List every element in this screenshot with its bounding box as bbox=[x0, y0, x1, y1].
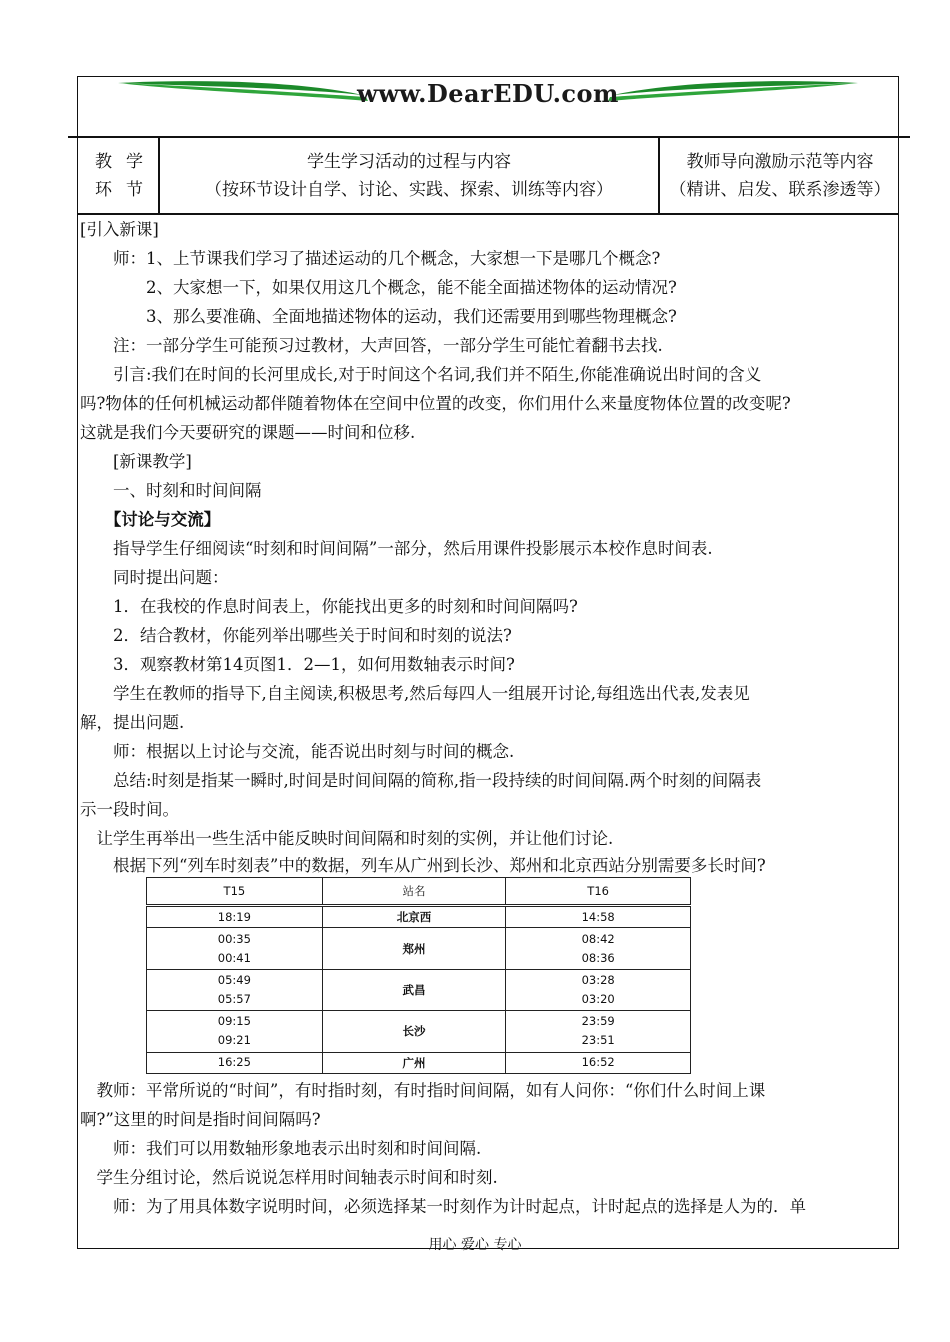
timetable-header-cell: T16 bbox=[506, 878, 691, 906]
time-value: 09:15 bbox=[217, 1014, 251, 1029]
discussion-heading: 【讨论与交流】 bbox=[80, 510, 221, 529]
timetable-row bbox=[147, 969, 691, 1010]
body-line: 解，提出问题. bbox=[80, 713, 185, 732]
body-line: 这就是我们今天要研究的课题——时间和位移. bbox=[80, 423, 416, 442]
question-item: 3．观察教材第14页图1．2—1，如何用数轴表示时间? bbox=[80, 655, 515, 674]
timetable-header-cell: 站名 bbox=[322, 878, 506, 906]
subsection-heading: 一、时刻和时间间隔 bbox=[80, 481, 262, 500]
body-line: 2、大家想一下，如果仅用这几个概念，能不能全面描述物体的运动情况? bbox=[80, 278, 677, 297]
body-line: 指导学生仔细阅读“时刻和时间间隔”一部分，然后用课件投影展示本校作息时间表. bbox=[80, 539, 713, 558]
t15-time bbox=[147, 1011, 323, 1052]
t16-time bbox=[506, 906, 691, 928]
body-line: 总结:时刻是指某一瞬时,时间是时间间隔的简称,指一段持续的时间间隔.两个时刻的间隔表 bbox=[80, 771, 762, 790]
timetable-row bbox=[147, 906, 691, 928]
station-name: 武昌 bbox=[322, 969, 506, 1010]
body-line: 师：我们可以用数轴形象地表示出时刻和时间间隔. bbox=[80, 1139, 482, 1158]
body-line: 同时提出问题： bbox=[80, 568, 229, 587]
question-item: 2．结合教材，你能列举出哪些关于时间和时刻的说法? bbox=[80, 626, 512, 645]
site-logo-text: www.DearEDU.com bbox=[357, 79, 619, 108]
header-col-teacher-line1: 教师导向激励示范等内容 bbox=[686, 152, 874, 172]
station-name: 长沙 bbox=[322, 1011, 506, 1052]
header-col-stage-line1: 教学 bbox=[95, 152, 157, 172]
header-col-stage-line2: 环节 bbox=[95, 180, 157, 200]
body-line: 师：为了用具体数字说明时间，必须选择某一时刻作为计时起点，计时起点的选择是人为的．单 bbox=[80, 1197, 806, 1216]
body-line: 3、那么要准确、全面地描述物体的运动，我们还需要用到哪些物理概念? bbox=[80, 307, 677, 326]
body-line: 师：1、上节课我们学习了描述运动的几个概念，大家想一下是哪几个概念? bbox=[80, 249, 661, 268]
time-value: 00:35 bbox=[217, 931, 251, 946]
time-value: 03:20 bbox=[581, 992, 615, 1006]
time-value: 16:52 bbox=[581, 1055, 615, 1070]
t16-time bbox=[506, 928, 691, 969]
t16-time bbox=[506, 969, 691, 1010]
timetable-row bbox=[147, 1011, 691, 1052]
body-line: 示一段时间。 bbox=[80, 800, 179, 819]
header-col-stage bbox=[80, 148, 158, 204]
t16-time bbox=[506, 1011, 691, 1052]
body-line: 教师：平常所说的“时间”，有时指时刻，有时指时间间隔，如有人问你：“你们什么时间上课 bbox=[80, 1081, 766, 1100]
t15-time bbox=[147, 969, 323, 1010]
time-value: 05:49 bbox=[217, 973, 251, 987]
station-name: 北京西 bbox=[322, 906, 506, 928]
header-top-rule bbox=[68, 136, 910, 138]
time-value: 03:28 bbox=[581, 973, 615, 987]
body-line: 让学生再举出一些生活中能反映时间间隔和时刻的实例，并让他们讨论. bbox=[80, 829, 614, 848]
timetable-header-row bbox=[147, 878, 691, 906]
page-footer: 用心 爱心 专心 bbox=[428, 1237, 522, 1253]
section-heading: [新课教学] bbox=[80, 452, 192, 471]
body-line: 吗?物体的任何机械运动都伴随着物体在空间中位置的改变，你们用什么来量度物体位置的改变呢? bbox=[80, 394, 791, 413]
header-col-teacher-line2: （精讲、启发、联系渗透等） bbox=[669, 180, 891, 200]
station-name: 广州 bbox=[322, 1052, 506, 1073]
body-line: 学生分组讨论，然后说说怎样用时间轴表示时间和时刻. bbox=[80, 1168, 498, 1187]
header-col-content-line1: 学生学习活动的过程与内容 bbox=[307, 152, 511, 172]
banner bbox=[78, 77, 898, 137]
question-item: 1．在我校的作息时间表上，你能找出更多的时刻和时间间隔吗? bbox=[80, 597, 578, 616]
t15-time bbox=[147, 906, 323, 928]
time-value: 23:59 bbox=[581, 1014, 615, 1029]
t15-time bbox=[147, 928, 323, 969]
timetable-row bbox=[147, 928, 691, 969]
header-col-content-line2: （按环节设计自学、讨论、实践、探索、训练等内容） bbox=[205, 180, 613, 200]
body-line: 根据下列“列车时刻表”中的数据，列车从广州到长沙、郑州和北京西站分别需要多长时间? bbox=[80, 856, 766, 875]
body-line: 师：根据以上讨论与交流，能否说出时刻与时间的概念. bbox=[80, 742, 515, 761]
timetable-row bbox=[147, 1052, 691, 1073]
time-value: 08:42 bbox=[581, 931, 615, 946]
time-value: 05:57 bbox=[217, 992, 251, 1006]
timetable-header-cell: T15 bbox=[147, 878, 323, 906]
body-line: 注：一部分学生可能预习过教材，大声回答，一部分学生可能忙着翻书去找. bbox=[80, 336, 663, 355]
header-col-content bbox=[160, 148, 658, 204]
time-value: 16:25 bbox=[217, 1055, 251, 1070]
header-bottom-rule bbox=[78, 213, 898, 215]
time-value: 00:41 bbox=[217, 950, 251, 965]
time-value: 23:51 bbox=[581, 1033, 615, 1048]
time-value: 18:19 bbox=[217, 909, 251, 924]
time-value: 08:36 bbox=[581, 950, 615, 965]
body-line: [引入新课] bbox=[80, 220, 159, 239]
time-value: 14:58 bbox=[581, 909, 615, 924]
station-name: 郑州 bbox=[322, 928, 506, 969]
body-line: 啊?”这里的时间是指时间间隔吗? bbox=[80, 1110, 321, 1129]
t16-time bbox=[506, 1052, 691, 1073]
header-col-teacher bbox=[660, 148, 900, 204]
time-value: 09:21 bbox=[217, 1033, 251, 1048]
body-line: 引言:我们在时间的长河里成长,对于时间这个名词,我们并不陌生,你能准确说出时间的含义 bbox=[80, 365, 762, 384]
train-timetable bbox=[146, 877, 691, 1074]
body-line: 学生在教师的指导下,自主阅读,积极思考,然后每四人一组展开讨论,每组选出代表,发表见 bbox=[80, 684, 750, 703]
t15-time bbox=[147, 1052, 323, 1073]
